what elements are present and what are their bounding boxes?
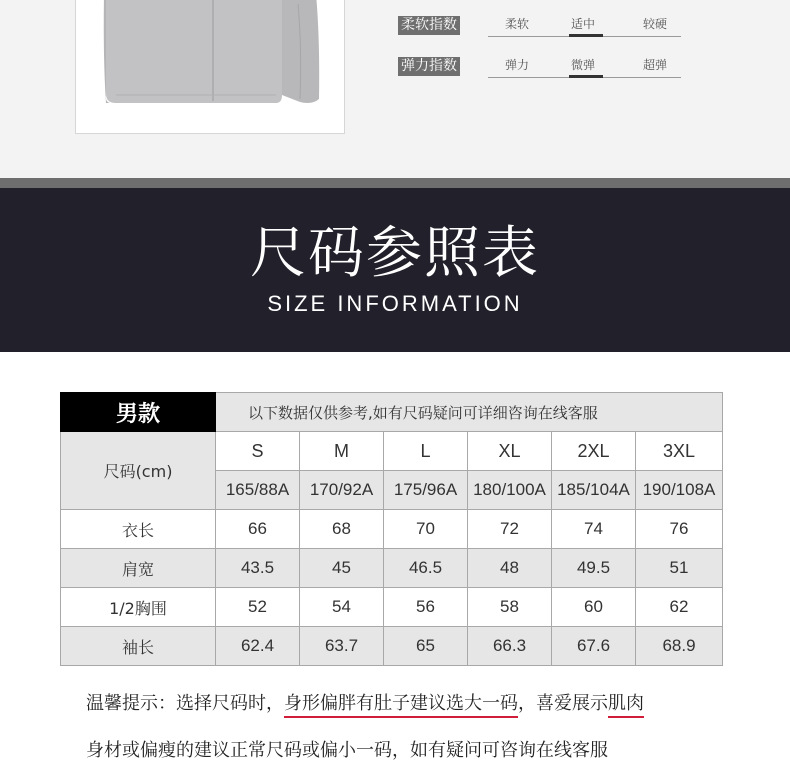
row-label: 肩宽 [61,549,216,588]
table-cell: 67.6 [552,627,636,666]
table-cell: 65 [384,627,468,666]
size-chart-subtitle: SIZE INFORMATION [267,291,523,316]
table-cell: 66 [216,510,300,549]
table-note: 以下数据仅供参考,如有尺码疑问可详细咨询在线客服 [216,393,723,432]
softness-option-hard: 较硬 [643,17,668,31]
section-divider [0,178,790,188]
size-table [60,392,723,666]
table-cell: 58 [468,588,552,627]
body-size-cell: 190/108A [636,471,723,510]
gender-label: 男款 [61,393,216,432]
table-cell: 76 [636,510,723,549]
softness-index [398,15,683,37]
jacket-image [76,0,345,134]
tip-prefix: 温馨提示：选择尺码时， [86,693,284,714]
table-row [61,510,723,549]
elasticity-index [398,56,683,78]
tip-highlight-muscle: 肌肉 [608,693,644,718]
row-label: 袖长 [61,627,216,666]
softness-index-label: 柔软指数 [398,16,460,35]
elasticity-index-label: 弹力指数 [398,57,460,76]
table-cell: 74 [552,510,636,549]
table-cell: 52 [216,588,300,627]
tip-middle: ，喜爱展示 [518,693,608,714]
table-cell: 60 [552,588,636,627]
table-cell: 56 [384,588,468,627]
table-cell: 62.4 [216,627,300,666]
softness-option-medium: 适中 [571,17,596,31]
tip-highlight-size-up: 身形偏胖有肚子建议选大一码 [284,693,518,718]
body-size-cell: 180/100A [468,471,552,510]
table-cell: 43.5 [216,549,300,588]
table-cell: 45 [300,549,384,588]
table-cell: 63.7 [300,627,384,666]
body-size-cell: 170/92A [300,471,384,510]
table-cell: 68 [300,510,384,549]
size-header-cell: 3XL [636,432,723,471]
elasticity-selected-marker [569,75,603,78]
table-row [61,588,723,627]
softness-selected-marker [569,34,603,37]
size-chart-title: 尺码参照表 [250,221,540,286]
size-header-cell: S [216,432,300,471]
table-cell: 72 [468,510,552,549]
elasticity-option-slight: 微弹 [571,58,596,72]
table-cell: 54 [300,588,384,627]
table-row [61,627,723,666]
elasticity-option-stretch: 弹力 [505,58,530,72]
size-tip-line2: 身材或偏瘦的建议正常尺码或偏小一码，如有疑问可咨询在线客服 [86,740,608,761]
body-size-cell: 185/104A [552,471,636,510]
row-label: 衣长 [61,510,216,549]
softness-option-soft: 柔软 [505,17,530,31]
table-cell: 49.5 [552,549,636,588]
table-row [61,549,723,588]
table-cell: 46.5 [384,549,468,588]
size-header-cell: L [384,432,468,471]
body-size-cell: 165/88A [216,471,300,510]
table-cell: 66.3 [468,627,552,666]
table-cell: 70 [384,510,468,549]
table-cell: 62 [636,588,723,627]
size-header-cell: 2XL [552,432,636,471]
table-cell: 48 [468,549,552,588]
size-row-label: 尺码(cm) [61,432,216,510]
size-header-cell: XL [468,432,552,471]
row-label: 1/2胸围 [61,588,216,627]
product-thumbnail [75,0,345,134]
body-size-cell: 175/96A [384,471,468,510]
product-section [0,0,790,178]
table-cell: 51 [636,549,723,588]
size-header-cell: M [300,432,384,471]
table-cell: 68.9 [636,627,723,666]
elasticity-option-super: 超弹 [643,58,668,72]
size-tip [86,691,644,717]
